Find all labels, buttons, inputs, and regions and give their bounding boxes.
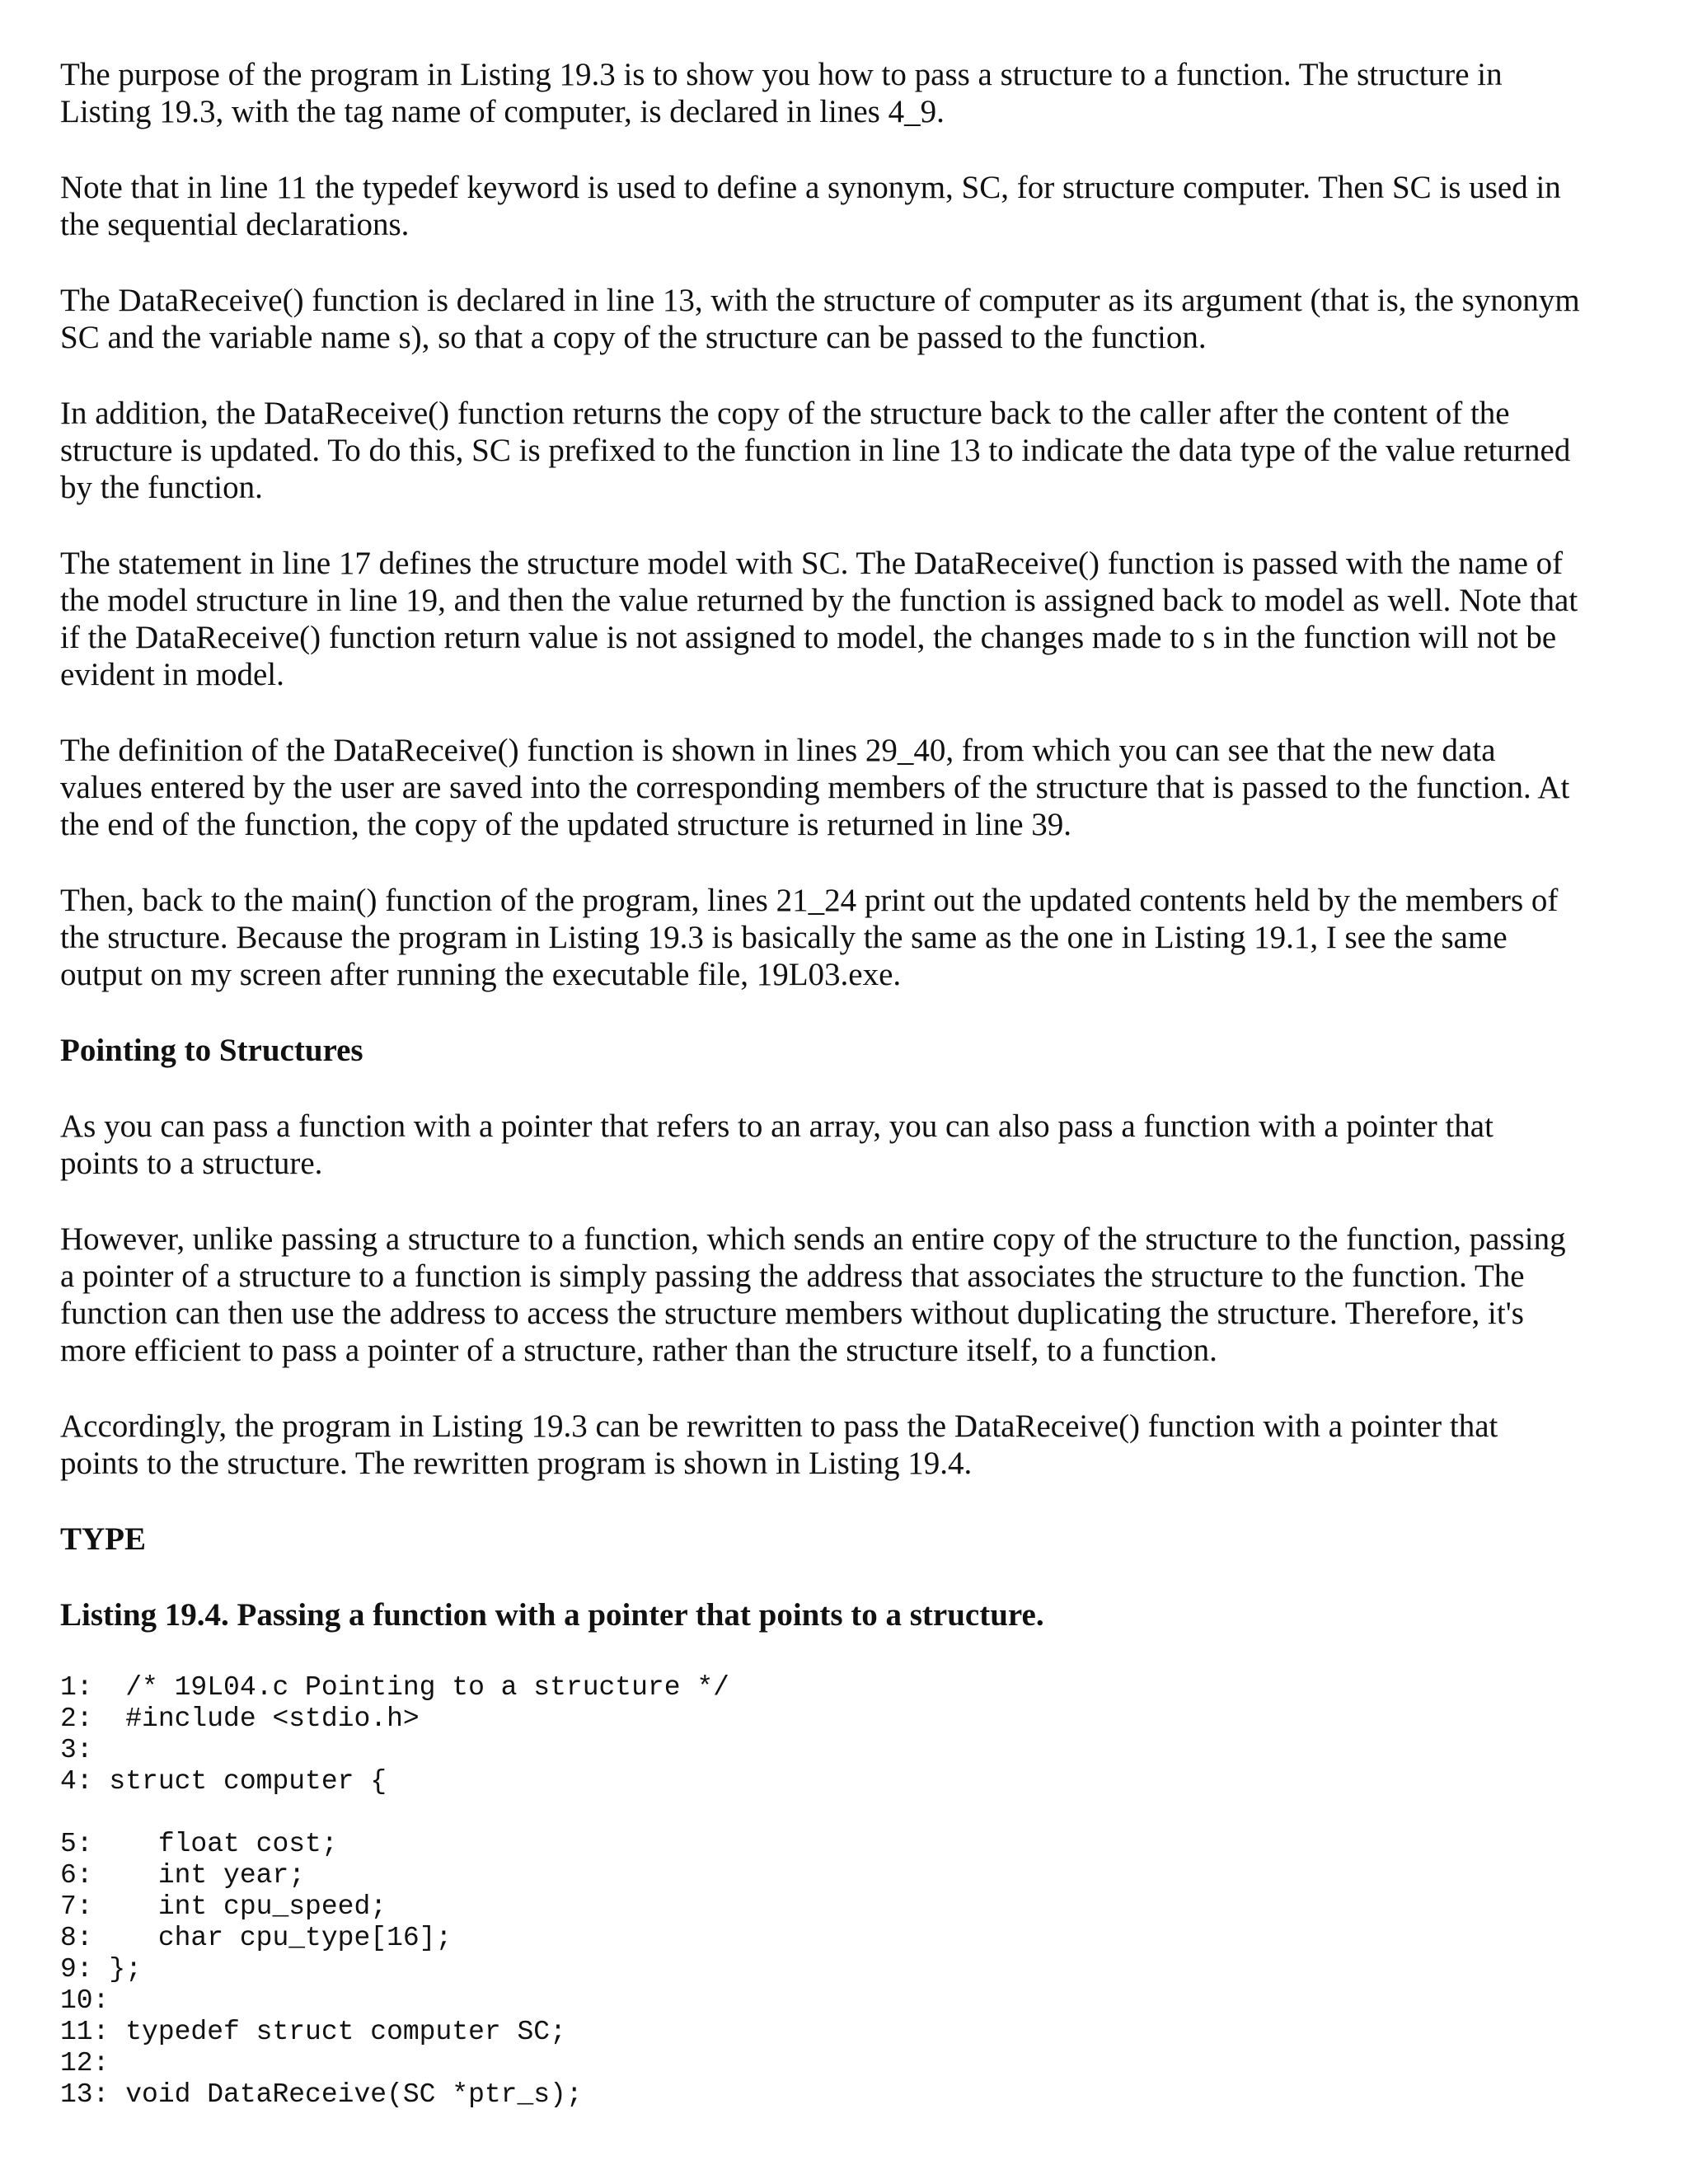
paragraph-listing-19-3-purpose: The purpose of the program in Listing 19.3 is to show you how to pass a structure to a function. The structure in Listing 19.3, with the tag name of computer, is declared in lines 4_9. <box>60 57 1503 129</box>
code-line: 5: float cost; <box>60 1829 338 1859</box>
paragraph-model-structure: The statement in line 17 defines the structure model with SC. The DataReceive() function is passed with the name of the model structure in line 19, and then the value returned by the function is assigned back to model as well. Note that if the DataReceive() function return value is not assigned to model, the changes made to s in the function will not be evident in model. <box>60 546 1578 692</box>
type-label: TYPE <box>60 1521 147 1557</box>
paragraph-rewritten-program: Accordingly, the program in Listing 19.3 can be rewritten to pass the DataReceive() function with a pointer that points to the structure. The rewritten program is shown in Listing 19.4. <box>60 1408 1498 1481</box>
code-line: 1: /* 19L04.c Pointing to a structure */ <box>60 1672 729 1703</box>
code-line: 13: void DataReceive(SC *ptr_s); <box>60 2079 583 2110</box>
paragraph-pointer-efficiency: However, unlike passing a structure to a function, which sends an entire copy of the structure to the function, passing a pointer of a structure to a function is simply passing the address that associates the structure to the function. The function can then use the address to access the structure members without duplicating the structure. Therefore, it's more efficient to pass a pointer of a structure, rather than the structure itself, to a function. <box>60 1221 1566 1368</box>
code-listing <box>60 1672 1643 2111</box>
code-line: 4: struct computer { <box>60 1766 387 1797</box>
paragraph-main-output: Then, back to the main() function of the program, lines 21_24 print out the updated contents held by the members of the structure. Because the program in Listing 19.3 is basically the same as the one in Listing 19.1, I see the same output on my screen after running the executable file, 19L03.exe. <box>60 883 1559 992</box>
code-line: 6: int year; <box>60 1860 306 1891</box>
code-line: 8: char cpu_type[16]; <box>60 1923 452 1953</box>
code-line: 10: <box>60 1985 110 2016</box>
paragraph-typedef-note: Note that in line 11 the typedef keyword is used to define a synonym, SC, for structure computer. Then SC is used in the sequential declarations. <box>60 170 1561 242</box>
paragraph-datareceive-definition: The definition of the DataReceive() function is shown in lines 29_40, from which you can see that the new data values entered by the user are saved into the corresponding members of the structure that is passed to the function. At the end of the function, the copy of the updated structure is returned in line 39. <box>60 733 1570 842</box>
code-line: 2: #include <stdio.h> <box>60 1704 420 1734</box>
listing-title: Listing 19.4. Passing a function with a pointer that points to a structure. <box>60 1597 1044 1633</box>
code-line: 11: typedef struct computer SC; <box>60 2017 566 2047</box>
code-line: 9: }; <box>60 1954 143 1985</box>
section-heading: Pointing to Structures <box>60 1033 363 1068</box>
code-line: 3: <box>60 1735 93 1765</box>
paragraph-pointer-intro: As you can pass a function with a pointer that refers to an array, you can also pass a function with a pointer that points to a structure. <box>60 1108 1493 1181</box>
document-page <box>60 56 1643 2111</box>
paragraph-datareceive-return: In addition, the DataReceive() function returns the copy of the structure back to the caller after the content of the structure is updated. To do this, SC is prefixed to the function in line 13 to indicate the data type of the value returned by the function. <box>60 396 1571 505</box>
paragraph-datareceive-declaration: The DataReceive() function is declared in line 13, with the structure of computer as its argument (that is, the synonym SC and the variable name s), so that a copy of the structure can be passed to the function. <box>60 283 1580 355</box>
code-line: 12: <box>60 2048 110 2079</box>
code-line: 7: int cpu_speed; <box>60 1891 387 1922</box>
